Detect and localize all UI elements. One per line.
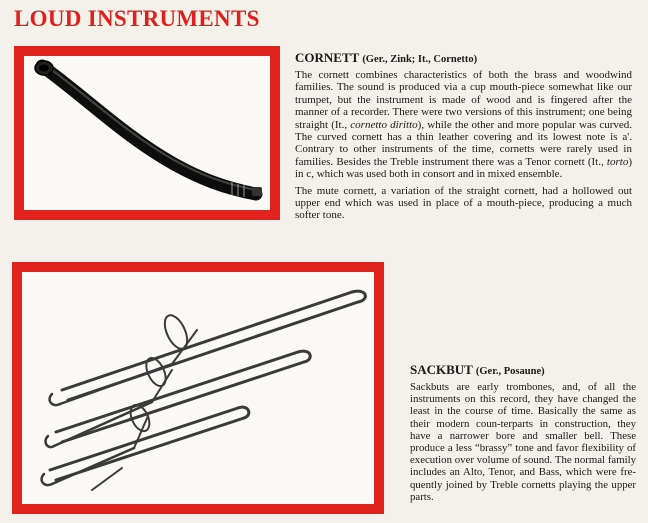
cornett-text-italic-2: torto: [606, 155, 629, 168]
sackbut-illustration: [22, 272, 374, 504]
sackbut-heading: [410, 362, 636, 378]
cornett-text-1a: The cornett combines characteristics of both the brass and woodwind families. The sound is produced via a cup mouth-piece somewhat like our trumpet, but the instrument is made of wood and is fingered after the manner of a recorder. There were two versions of this instrument; one being straight (It.,: [295, 69, 632, 131]
sackbut-tenor: [46, 351, 311, 447]
cornett-illustration: [24, 56, 270, 210]
cornett-text-1b: ), while the other and more popular was curved. The curved cornett has a thin leather covering and its lowest note is a'. Contrary to other instruments of the time, cornetts were rarely used in families. Besides the Treble instrument there was a Tenor cornett (It.,: [295, 118, 632, 168]
sackbut-name: SACKBUT: [410, 362, 473, 377]
sackbut-section: [410, 362, 636, 507]
cornett-paragraph-1: [295, 69, 632, 181]
sackbut-image-frame: [12, 262, 384, 514]
sackbut-subtitle: (Ger., Posaune): [475, 366, 545, 377]
cornett-subtitle: (Ger., Zink; It., Cornetto): [362, 54, 478, 65]
cornett-name: CORNETT: [295, 50, 360, 65]
cornett-text-1c: ) in c, which was used both in consort and in mixed ensemble.: [295, 155, 632, 181]
sackbut-alto: [50, 291, 366, 405]
cornett-paragraph-2: The mute cornett, a variation of the straight cornett, had a hollowed out upper end which was used in place of a mouth-piece, producing a much softer tone.: [295, 184, 632, 222]
cornett-heading: [295, 50, 632, 66]
cornett-mouthpiece: [252, 187, 262, 196]
cornett-image-frame: [14, 46, 280, 220]
sackbut-paragraph: Sackbuts are early trombones, and, of all the instruments on this record, they have changed the least in the course of time. Basically the same as their modern coun-terparts in construction, they have a narrower bore and smaller bell. These produce a less “brassy” tone and favor flexibility of execution over volume of sound. The normal family includes an Alto, Tenor, and Bass, which were fre-quently joined by Treble cornetts playing the upper parts.: [410, 381, 636, 503]
cornett-section: [295, 50, 632, 226]
page-title: LOUD INSTRUMENTS: [14, 6, 260, 31]
cornett-text-italic-1: cornetto diritto: [350, 118, 418, 131]
